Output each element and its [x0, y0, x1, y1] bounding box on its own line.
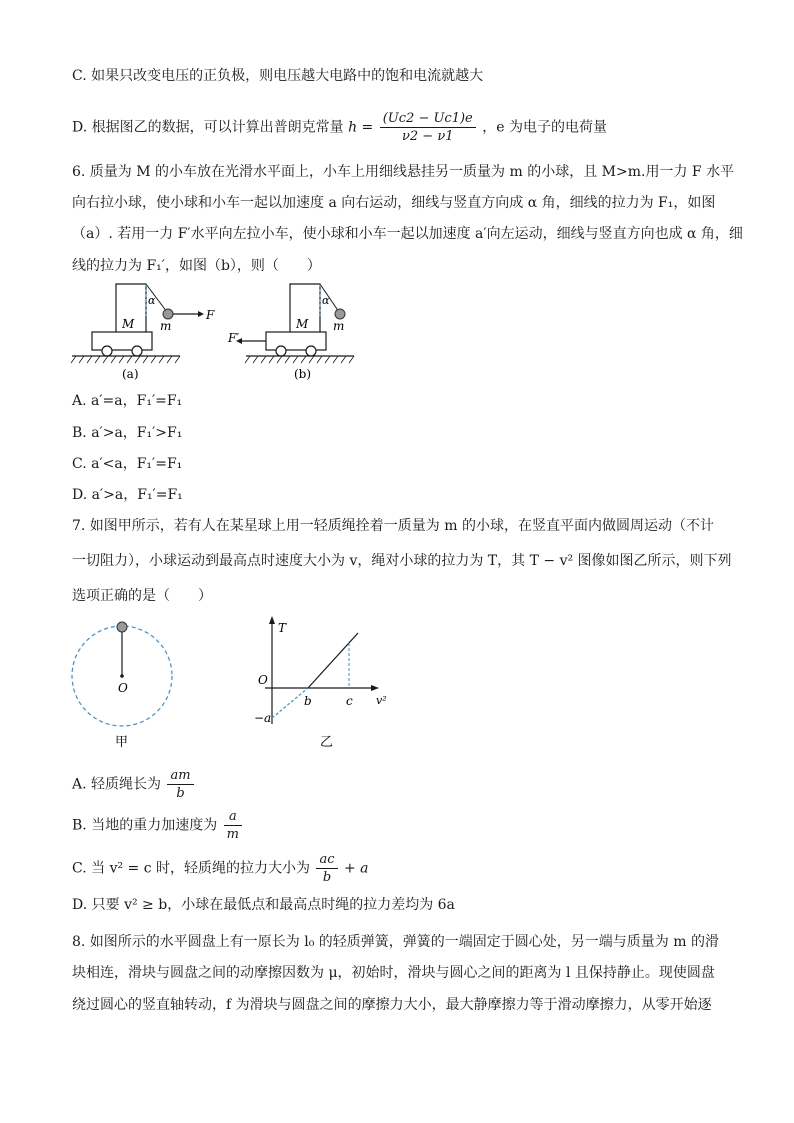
label-m-a: m: [160, 319, 172, 333]
q6-figures: [60, 276, 380, 386]
label-b: b: [304, 694, 312, 708]
planck-numerator: (Uc2 − Uc1)e: [380, 110, 476, 128]
q6-line-2: 向右拉小球，使小球和小车一起以加速度 a 向右运动，细线与竖直方向成 α 角，细线的拉力为 F₁，如图: [72, 195, 716, 211]
q7-option-c: [72, 851, 368, 886]
q7-option-b: [72, 808, 244, 843]
label-O-jia: O: [118, 681, 128, 695]
figure-jia: [72, 622, 172, 750]
q5-option-c: C. 如果只改变电压的正负极，则电压越大电路中的饱和电流就越大: [72, 68, 484, 84]
q5-option-d: [72, 110, 607, 145]
q7-option-a-numerator: am: [167, 767, 193, 785]
center-point: [120, 674, 124, 678]
t-axis-arrow: [269, 616, 275, 624]
label-Fp: F′: [228, 331, 240, 345]
q7-option-a-denominator: b: [176, 786, 185, 801]
force-F-arrowhead: [198, 311, 204, 317]
label-v2: v²: [376, 694, 387, 707]
q8-line-1: 8. 如图所示的水平圆盘上有一原长为 l₀ 的轻质弹簧，弹簧的一端固定于圆心处，另一端与质量为 m 的滑: [72, 934, 719, 950]
cart-a-body: [92, 332, 152, 350]
label-c: c: [346, 694, 353, 708]
q7-line-2: 一切阻力），小球运动到最高点时速度大小为 v，绳对小球的拉力为 T，其 T − v² 图像如图乙所示，则下列: [72, 553, 732, 569]
caption-yi: 乙: [320, 735, 334, 750]
q7-option-b-denominator: m: [226, 827, 239, 842]
caption-a: (a): [122, 367, 139, 381]
q5-option-d-prefix: D. 根据图乙的数据，可以计算出普朗克常量: [72, 119, 344, 136]
q7-figures: [60, 612, 400, 752]
cart-b-body: [266, 332, 326, 350]
q6-option-c: C. a′<a，F₁′=F₁: [72, 456, 183, 472]
q7-option-b-fraction: [224, 808, 242, 843]
v2-axis-arrow: [371, 685, 379, 691]
q6-line-3: （a）. 若用一力 F′水平向左拉小车，使小球和小车一起以加速度 a′向左运动，细线与竖直方向也成 α 角，细: [72, 226, 743, 242]
planck-fraction: [380, 110, 476, 145]
q7-option-b-prefix: B. 当地的重力加速度为: [72, 817, 218, 834]
label-neg-a: −a: [254, 711, 272, 725]
planck-h: h =: [348, 119, 374, 136]
cart-a-wheel-right: [132, 346, 142, 356]
ball-top: [117, 622, 127, 632]
label-M-b: M: [296, 317, 309, 331]
ball-a: [163, 309, 173, 319]
q6-option-b: B. a′>a，F₁′>F₁: [72, 425, 183, 441]
q7-option-d: D. 只要 v² ≥ b，小球在最低点和最高点时绳的拉力差均为 6a: [72, 897, 455, 913]
label-O-yi: O: [258, 673, 268, 687]
graph-solid: [308, 633, 358, 688]
q6-line-4: 线的拉力为 F₁′，如图（b），则（ ）: [72, 258, 321, 274]
label-alpha-a: α: [148, 294, 156, 307]
label-T: T: [278, 621, 287, 635]
figure-b: [227, 284, 354, 381]
q6-line-1: 6. 质量为 M 的小车放在光滑水平面上，小车上用细线悬挂另一质量为 m 的小球，且 M>m.用一力 F 水平: [72, 164, 735, 180]
cart-a-wheel-left: [102, 346, 112, 356]
q7-line-1: 7. 如图甲所示，若有人在某星球上用一轻质绳拴着一质量为 m 的小球，在竖直平面内做圆周运动（不计: [72, 518, 714, 534]
q7-option-a-prefix: A. 轻质绳长为: [72, 776, 162, 793]
q7-option-c-prefix: C. 当 v² = c 时，轻质绳的拉力大小为: [72, 860, 311, 877]
q7-option-c-suffix: + a: [343, 860, 369, 877]
label-m-b: m: [333, 319, 345, 333]
q6-option-a: A. a′=a，F₁′=F₁: [72, 393, 183, 409]
label-F: F: [206, 308, 215, 322]
figure-a: [71, 284, 215, 381]
ground-b-hatch: [245, 356, 354, 363]
q7-option-b-numerator: a: [224, 808, 242, 826]
q7-line-3: 选项正确的是（ ）: [72, 588, 212, 604]
q8-line-2: 块相连，滑块与圆盘之间的动摩擦因数为 μ，初始时，滑块与圆心之间的距离为 l 且保持静止。现使圆盘: [72, 965, 715, 981]
ball-b: [335, 309, 345, 319]
label-alpha-b: α: [322, 294, 330, 307]
cart-b-wheel-right: [306, 346, 316, 356]
q7-option-a-fraction: [167, 767, 193, 802]
cart-b-wheel-left: [276, 346, 286, 356]
planck-denominator: ν2 − ν1: [401, 129, 454, 144]
q6-option-d: D. a′>a，F₁′=F₁: [72, 487, 183, 503]
caption-b: (b): [294, 367, 312, 381]
ground-a-hatch: [71, 356, 180, 363]
caption-jia: 甲: [115, 735, 129, 750]
label-M-a: M: [122, 317, 135, 331]
q5-option-d-suffix: ，e 为电子的电荷量: [482, 119, 607, 136]
q7-option-c-denominator: b: [322, 870, 332, 885]
figure-yi: [254, 616, 387, 750]
q8-line-3: 绕过圆心的竖直轴转动，f 为滑块与圆盘之间的摩擦力大小，最大静摩擦力等于滑动摩擦力，从零开始逐: [72, 997, 712, 1013]
q7-option-c-numerator: ac: [316, 851, 337, 869]
q7-option-a: [72, 767, 196, 802]
q7-option-c-fraction: [316, 851, 337, 886]
graph-extrapolated: [272, 688, 308, 718]
